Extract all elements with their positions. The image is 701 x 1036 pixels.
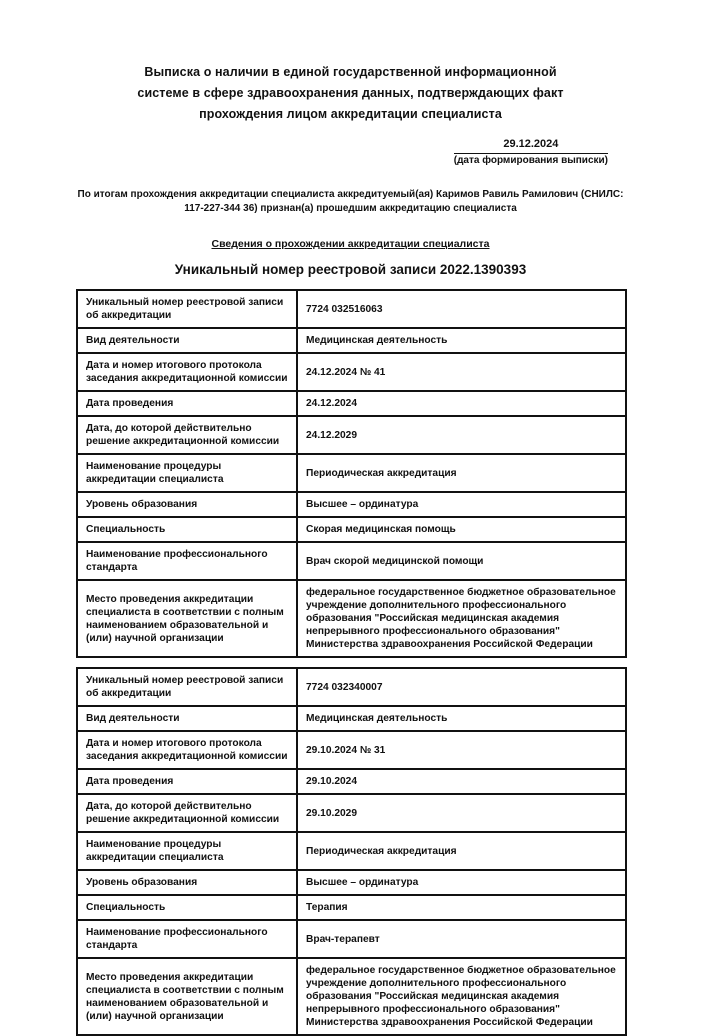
document-title-line-2: системе в сфере здравоохранения данных, подтверждающих факт [137,86,564,100]
row-value-cell: 7724 032340007 [297,668,626,706]
row-label-cell: Специальность [77,895,297,920]
row-label-cell: Уровень образования [77,870,297,895]
row-label-cell: Уникальный номер реестровой записи об аккредитации [77,668,297,706]
row-value-cell: 7724 032516063 [297,290,626,328]
table-row [77,580,626,657]
row-label-cell: Дата проведения [77,769,297,794]
table-row [77,328,626,353]
row-value-cell: Скорая медицинская помощь [297,517,626,542]
row-label-cell: Уникальный номер реестровой записи об аккредитации [77,290,297,328]
row-label-cell: Дата, до которой действительно решение аккредитационной комиссии [77,794,297,832]
row-value-cell: федеральное государственное бюджетное образовательное учреждение дополнительного профессионального образования "Российская медицинская академия непрерывного профессионального образования" Министерства здравоохранения Российской Федерации [297,958,626,1035]
table-row [77,391,626,416]
row-label-cell: Вид деятельности [77,706,297,731]
row-label-cell: Вид деятельности [77,328,297,353]
table-row [77,769,626,794]
row-label-cell: Наименование профессионального стандарта [77,920,297,958]
registry-number-heading: Уникальный номер реестровой записи 2022.1390393 [174,262,527,277]
table-row [77,353,626,391]
row-label-cell: Уровень образования [77,492,297,517]
table-row [77,920,626,958]
extract-date-block [76,138,625,167]
table-row [77,731,626,769]
table-row [77,416,626,454]
row-value-cell: 29.10.2024 [297,769,626,794]
row-label-cell: Дата, до которой действительно решение аккредитационной комиссии [77,416,297,454]
accreditation-table-1 [76,289,627,658]
row-label-cell: Наименование процедуры аккредитации специалиста [77,832,297,870]
table-row [77,832,626,870]
row-label-cell: Дата и номер итогового протокола заседания аккредитационной комиссии [77,731,297,769]
row-value-cell: 24.12.2024 № 41 [297,353,626,391]
table-row [77,290,626,328]
row-value-cell: 24.12.2029 [297,416,626,454]
row-label-cell: Специальность [77,517,297,542]
intro-paragraph: По итогам прохождения аккредитации специалиста аккредитуемый(ая) Каримов Равиль Рамилович (СНИЛС: 117-227-344 36) признан(а) прошедшим аккредитацию специалиста [77,189,624,214]
row-value-cell: Высшее – ординатура [297,492,626,517]
row-label-cell: Дата и номер итогового протокола заседания аккредитационной комиссии [77,353,297,391]
section-heading: Сведения о прохождении аккредитации специалиста [211,238,490,250]
document-title [76,62,625,125]
row-value-cell: Периодическая аккредитация [297,832,626,870]
table-row [77,895,626,920]
table-row [77,492,626,517]
table-row [77,794,626,832]
row-value-cell: 29.10.2024 № 31 [297,731,626,769]
extract-date-group [454,138,608,167]
extract-date: 29.12.2024 [454,138,608,154]
table-row [77,958,626,1035]
row-value-cell: Врач скорой медицинской помощи [297,542,626,580]
row-value-cell: федеральное государственное бюджетное образовательное учреждение дополнительного профессионального образования "Российская медицинская академия непрерывного профессионального образования" Министерства здравоохранения Российской Федерации [297,580,626,657]
table-row [77,870,626,895]
row-value-cell: 24.12.2024 [297,391,626,416]
row-value-cell: 29.10.2029 [297,794,626,832]
row-value-cell: Высшее – ординатура [297,870,626,895]
row-value-cell: Медицинская деятельность [297,328,626,353]
row-label-cell: Дата проведения [77,391,297,416]
row-value-cell: Периодическая аккредитация [297,454,626,492]
row-value-cell: Терапия [297,895,626,920]
table-row [77,706,626,731]
row-value-cell: Врач-терапевт [297,920,626,958]
extract-date-caption: (дата формирования выписки) [453,155,608,166]
document-title-line-3: прохождения лицом аккредитации специалиста [199,107,502,121]
row-value-cell: Медицинская деятельность [297,706,626,731]
row-label-cell: Наименование профессионального стандарта [77,542,297,580]
row-label-cell: Место проведения аккредитации специалиста в соответствии с полным наименованием образовательной и (или) научной организации [77,958,297,1035]
accreditation-table-2 [76,667,627,1036]
row-label-cell: Наименование процедуры аккредитации специалиста [77,454,297,492]
table-row [77,668,626,706]
document-title-line-1: Выписка о наличии в единой государственной информационной [144,65,557,79]
table-row [77,542,626,580]
table-row [77,454,626,492]
row-label-cell: Место проведения аккредитации специалиста в соответствии с полным наименованием образовательной и (или) научной организации [77,580,297,657]
table-row [77,517,626,542]
